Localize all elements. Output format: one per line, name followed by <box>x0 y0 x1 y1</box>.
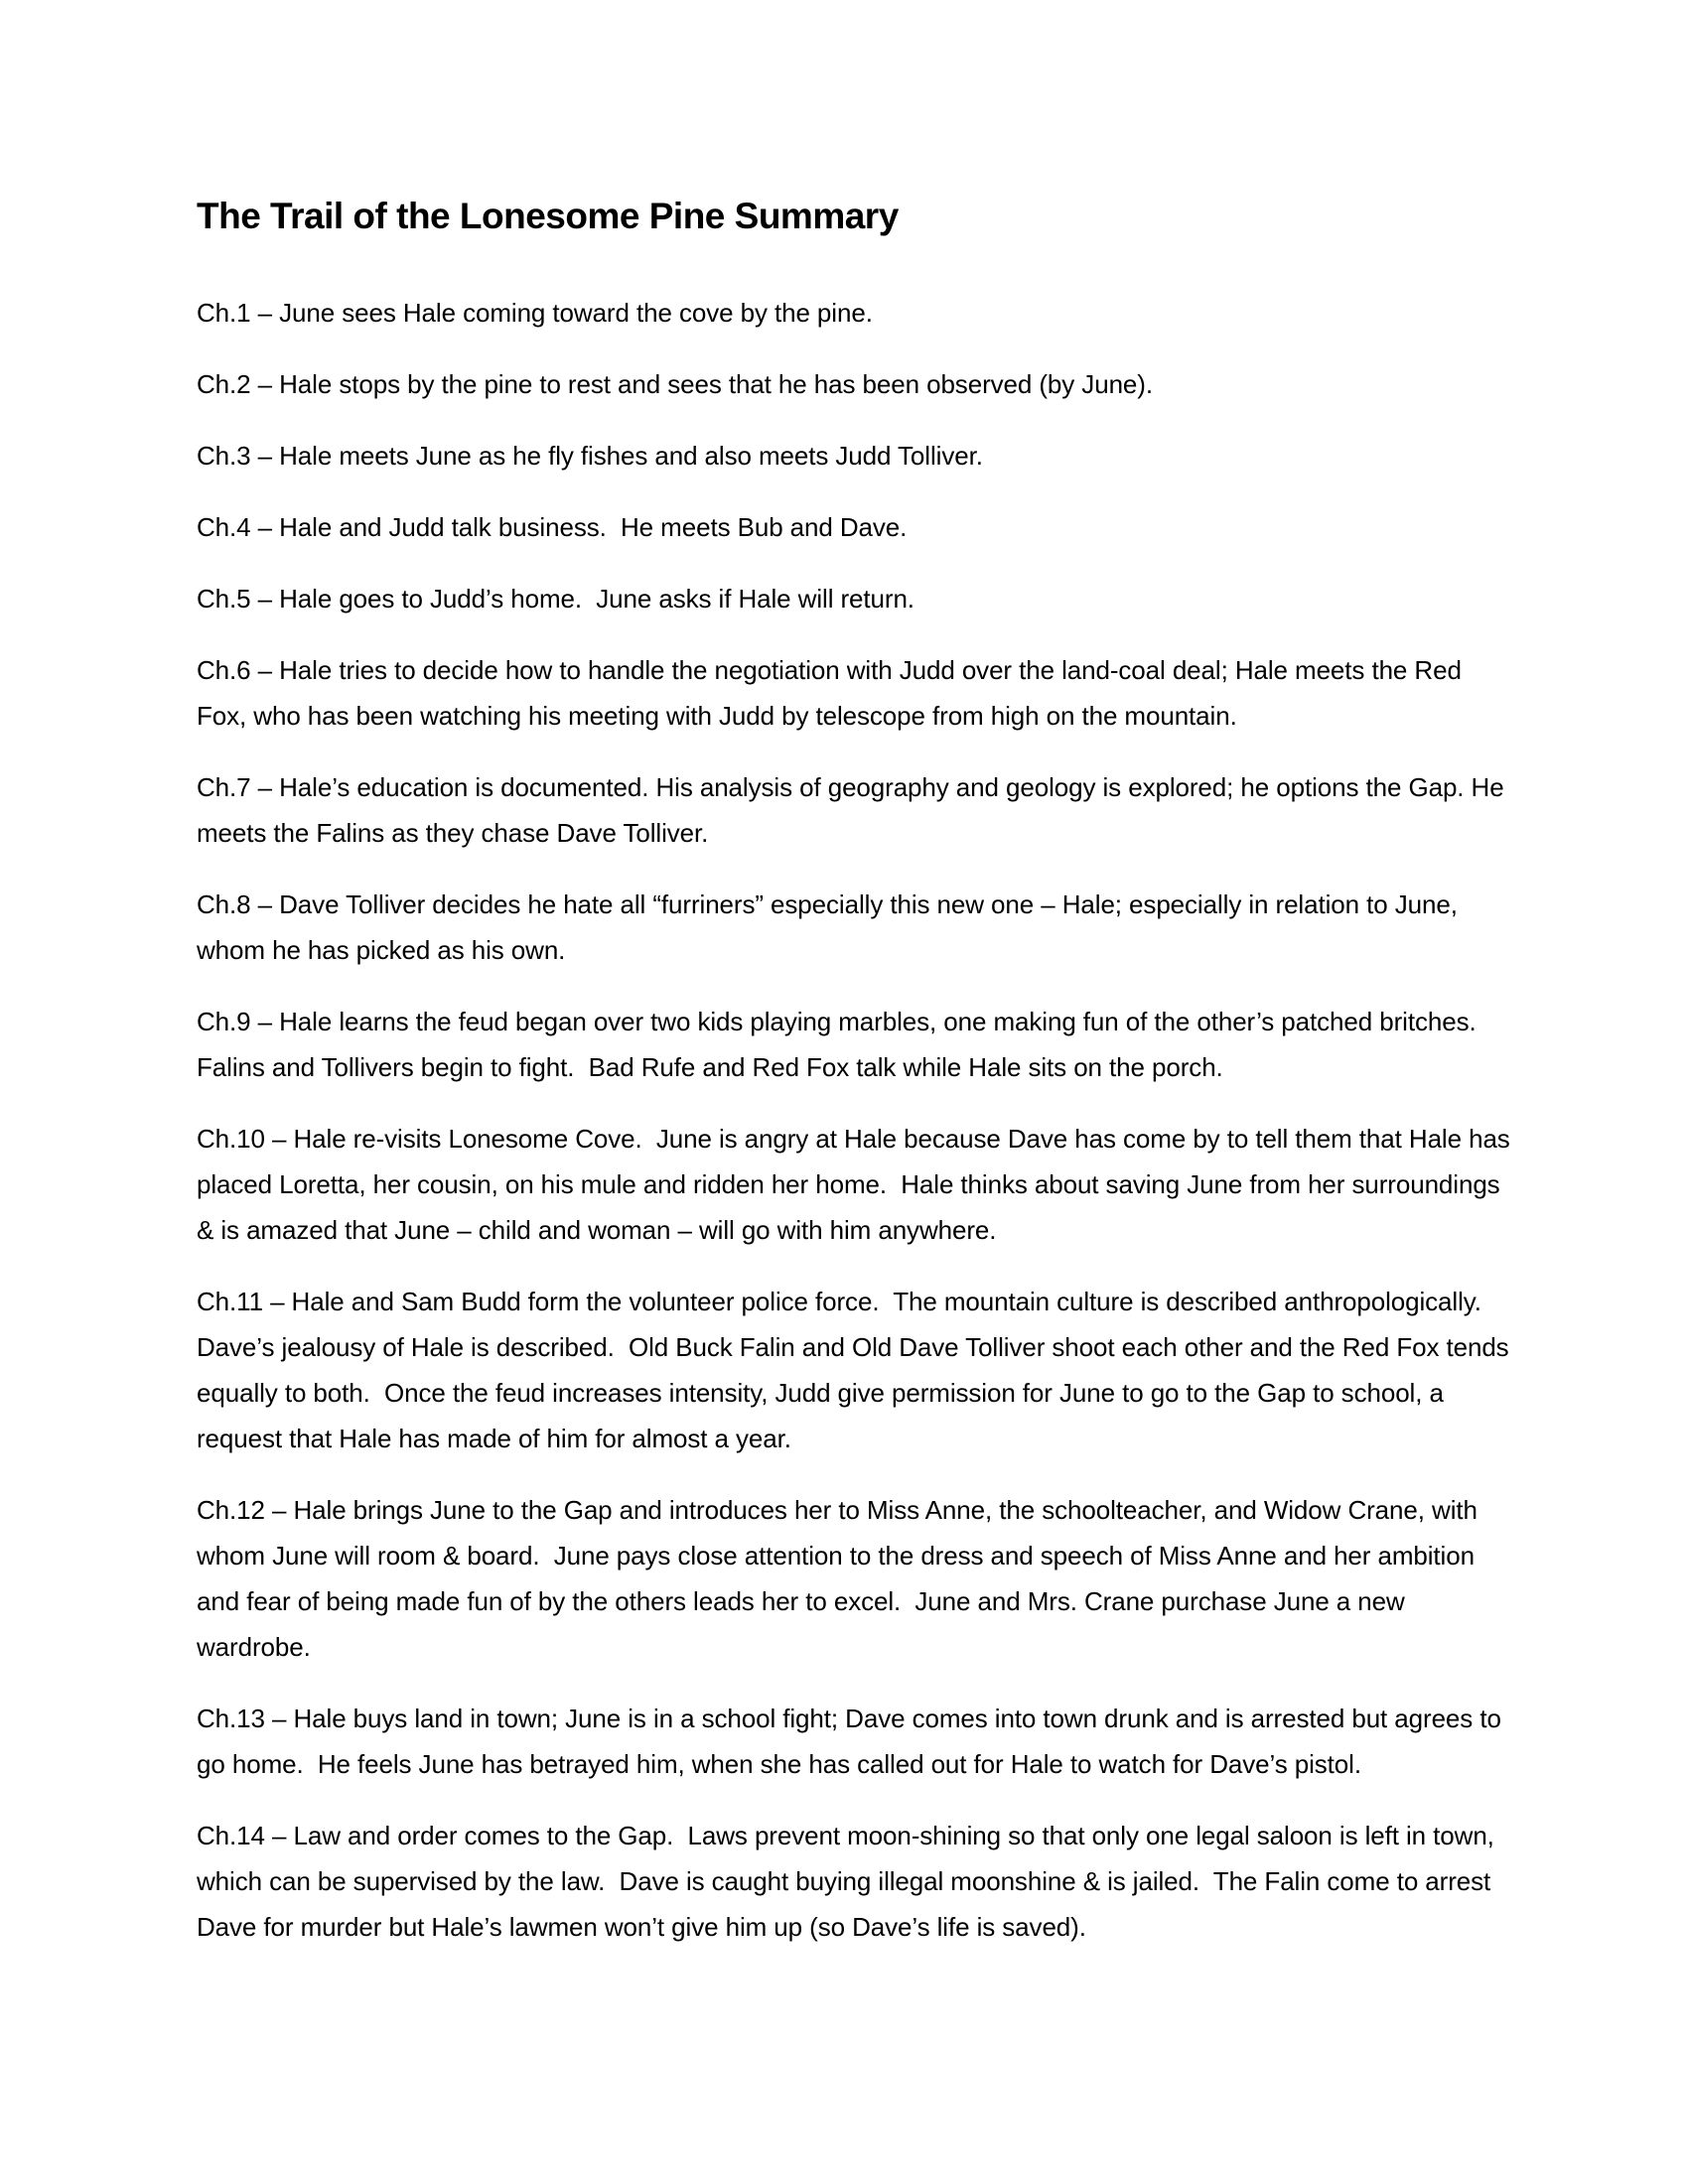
chapter-9-summary: Ch.9 – Hale learns the feud began over two kids playing marbles, one making fun of the other’s patched britches. Falins and Tollivers begin to fight. Bad Rufe and Red Fox talk while Hale sits on the porch. <box>197 1007 1490 1082</box>
document-content <box>197 195 1517 1976</box>
chapter-11-summary: Ch.11 – Hale and Sam Budd form the volunteer police force. The mountain culture is described anthropologically. Dave’s jealousy of Hale is described. Old Buck Falin and Old Dave Tolliver shoot each other and the Red Fox tends equally to both. Once the feud increases intensity, Judd give permission for June to go to the Gap to school, a request that Hale has made of him for almost a year. <box>197 1287 1516 1453</box>
chapter-2-summary: Ch.2 – Hale stops by the pine to rest and sees that he has been observed (by June). <box>197 369 1153 399</box>
chapter-3-summary: Ch.3 – Hale meets June as he fly fishes and also meets Judd Tolliver. <box>197 441 983 471</box>
chapter-13-summary: Ch.13 – Hale buys land in town; June is in a school fight; Dave comes into town drunk and is arrested but agrees to go home. He feels June has betrayed him, when she has called out for Hale to watch for Dave’s pistol. <box>197 1704 1508 1779</box>
chapter-12-summary: Ch.12 – Hale brings June to the Gap and introduces her to Miss Anne, the schoolteacher, and Widow Crane, with whom June will room & board. June pays close attention to the dress and speech of Miss Anne and her ambition and fear of being made fun of by the others leads her to excel. June and Mrs. Crane purchase June a new wardrobe. <box>197 1495 1484 1662</box>
chapter-5-summary: Ch.5 – Hale goes to Judd’s home. June asks if Hale will return. <box>197 584 914 614</box>
chapter-14-summary: Ch.14 – Law and order comes to the Gap. Laws prevent moon-shining so that only one legal saloon is left in town, which can be supervised by the law. Dave is caught buying illegal moonshine & is jailed. The Falin come to arrest Dave for murder but Hale’s lawmen won’t give him up (so Dave’s life is saved). <box>197 1821 1501 1942</box>
chapter-10-summary: Ch.10 – Hale re-visits Lonesome Cove. June is angry at Hale because Dave has come by to tell them that Hale has placed Loretta, her cousin, on his mule and ridden her home. Hale thinks about saving June from her surroundings & is amazed that June – child and woman – will go with him anywhere. <box>197 1124 1517 1245</box>
chapter-8-summary: Ch.8 – Dave Tolliver decides he hate all “furriners” especially this new one – Hale; especially in relation to June, whom he has picked as his own. <box>197 889 1465 965</box>
chapter-6-summary: Ch.6 – Hale tries to decide how to handle the negotiation with Judd over the land-coal deal; Hale meets the Red Fox, who has been watching his meeting with Judd by telescope from high on the mountain. <box>197 655 1469 731</box>
chapter-7-summary: Ch.7 – Hale’s education is documented. His analysis of geography and geology is explored; he options the Gap. He meets the Falins as they chase Dave Tolliver. <box>197 772 1511 848</box>
chapter-1-summary: Ch.1 – June sees Hale coming toward the cove by the pine. <box>197 298 873 328</box>
document-title: The Trail of the Lonesome Pine Summary <box>197 196 899 236</box>
chapter-4-summary: Ch.4 – Hale and Judd talk business. He meets Bub and Dave. <box>197 512 908 542</box>
